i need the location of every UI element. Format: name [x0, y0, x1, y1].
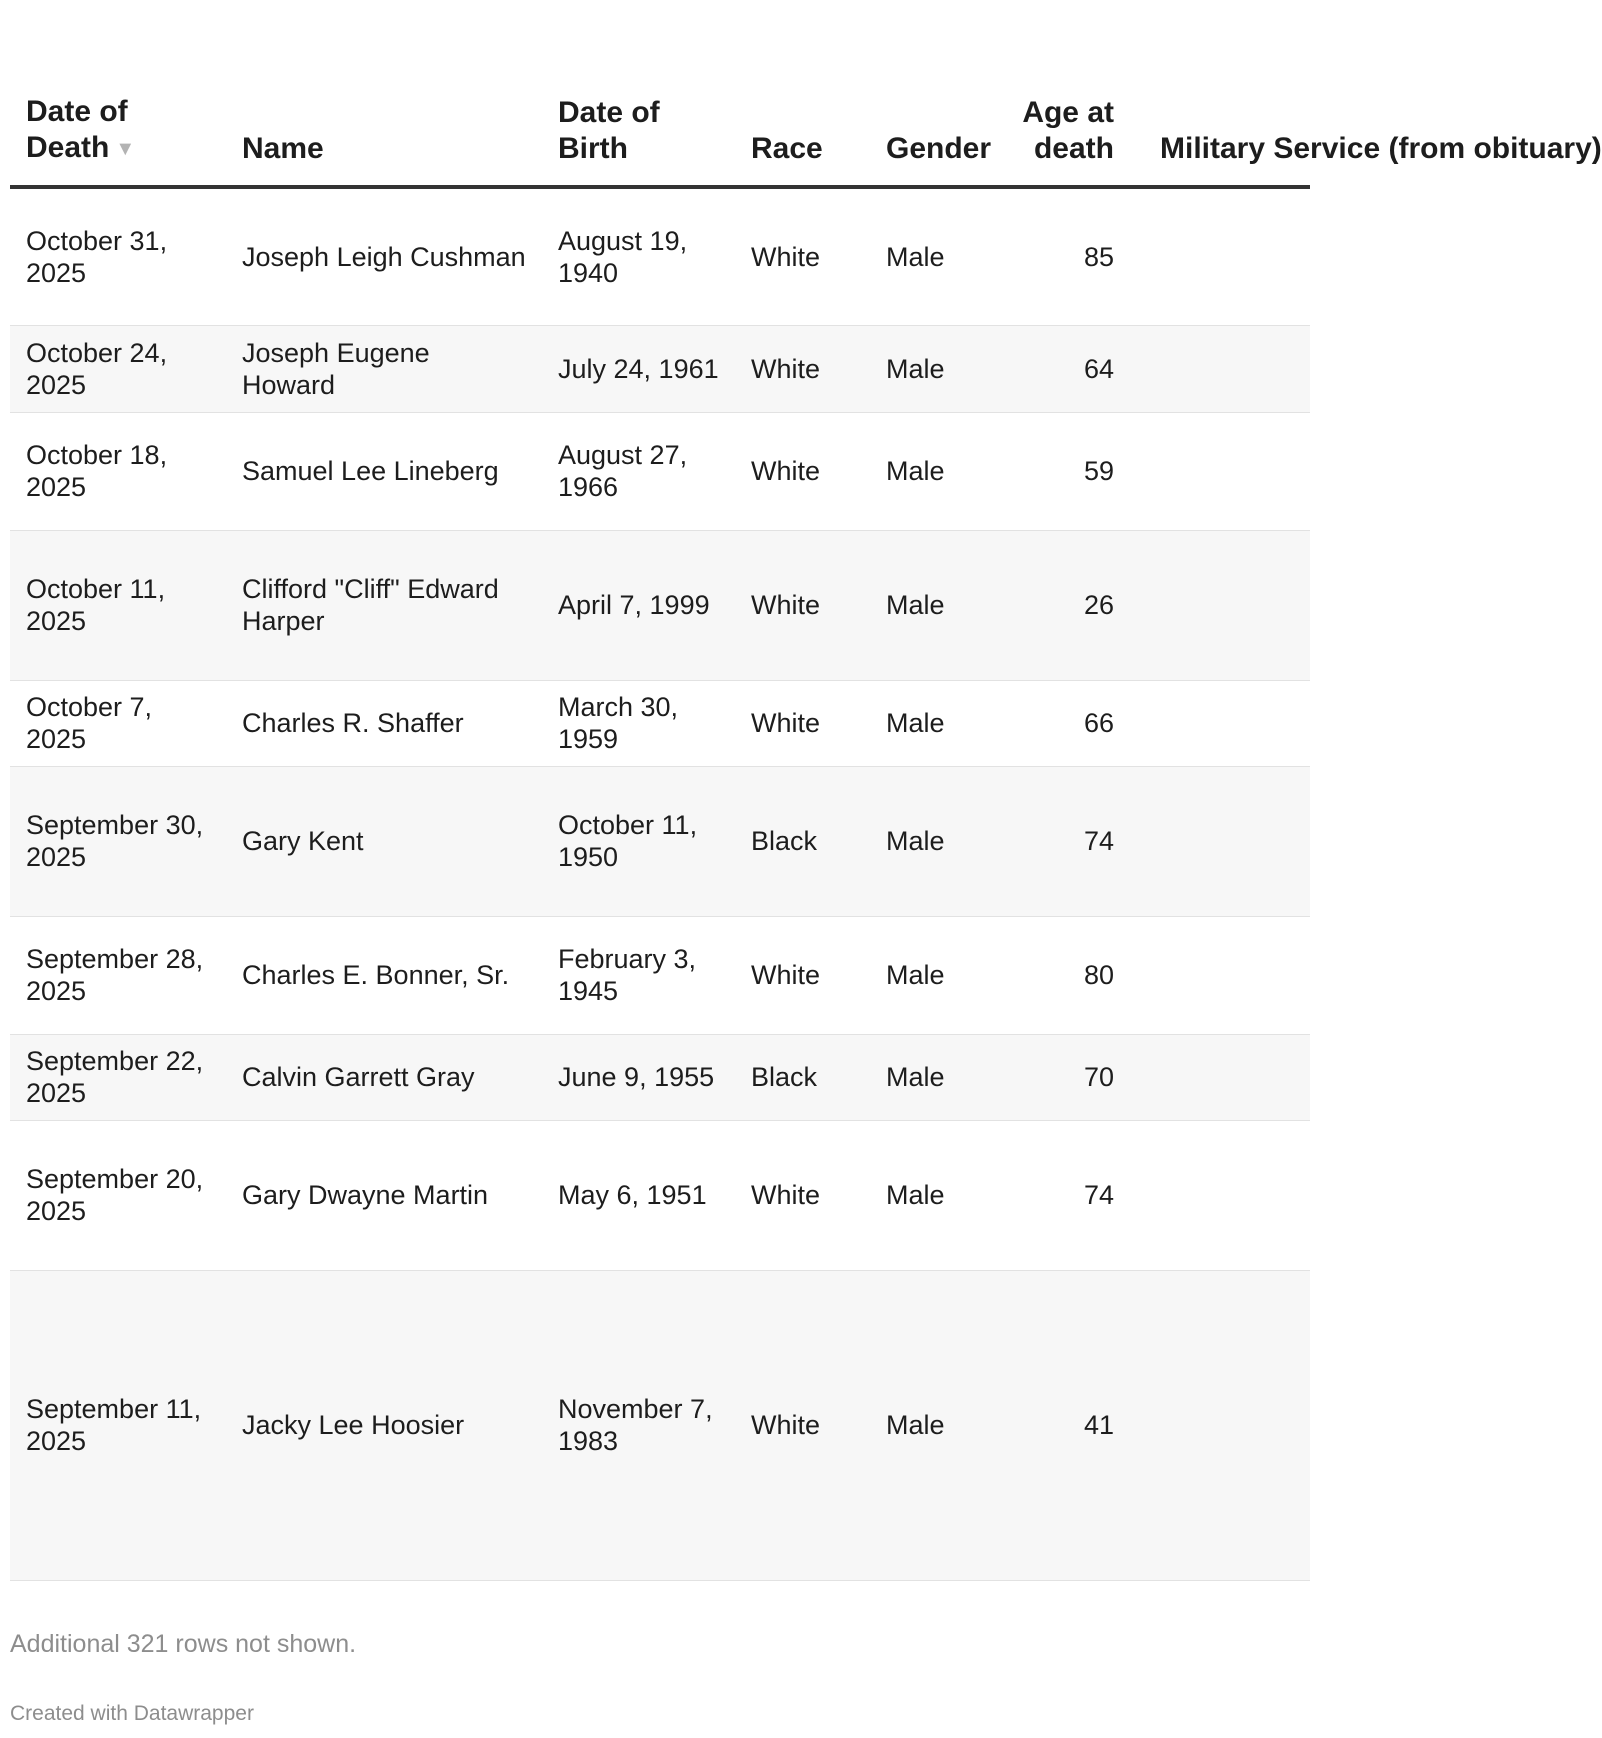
- cell-name: Clifford "Cliff" Edward Harper: [226, 530, 542, 680]
- cell-military-service: [1130, 325, 1310, 412]
- cell-gender: Male: [870, 1034, 1002, 1120]
- cell-name: Charles E. Bonner, Sr.: [226, 916, 542, 1034]
- cell-military-service: [1130, 187, 1310, 325]
- cell-age: 26: [1002, 530, 1130, 680]
- cell-date-of-birth: July 24, 1961: [542, 325, 735, 412]
- cell-date-of-death: September 30, 2025: [10, 766, 226, 916]
- cell-date-of-birth: June 9, 1955: [542, 1034, 735, 1120]
- cell-military-service: [1130, 412, 1310, 530]
- sort-descending-icon: ▼: [115, 138, 136, 160]
- cell-date-of-death: October 18, 2025: [10, 412, 226, 530]
- cell-gender: Male: [870, 187, 1002, 325]
- cell-gender: Male: [870, 1270, 1002, 1580]
- cell-age: 80: [1002, 916, 1130, 1034]
- header-date-of-death[interactable]: [10, 0, 226, 187]
- table-row: [10, 680, 1310, 766]
- cell-gender: Male: [870, 766, 1002, 916]
- table-container: [10, 0, 1602, 1581]
- cell-gender: Male: [870, 680, 1002, 766]
- header-race[interactable]: Race: [735, 0, 870, 187]
- cell-name: Calvin Garrett Gray: [226, 1034, 542, 1120]
- cell-race: White: [735, 187, 870, 325]
- cell-name: Gary Kent: [226, 766, 542, 916]
- cell-race: White: [735, 1270, 870, 1580]
- cell-date-of-birth: February 3, 1945: [542, 916, 735, 1034]
- cell-military-service: [1130, 680, 1310, 766]
- table-row: [10, 412, 1310, 530]
- cell-military-service: [1130, 916, 1310, 1034]
- cell-date-of-death: October 7, 2025: [10, 680, 226, 766]
- table-notes: Additional 321 rows not shown.: [10, 1630, 357, 1658]
- cell-name: Jacky Lee Hoosier: [226, 1270, 542, 1580]
- cell-name: Samuel Lee Lineberg: [226, 412, 542, 530]
- cell-race: White: [735, 680, 870, 766]
- cell-date-of-death: October 24, 2025: [10, 325, 226, 412]
- header-age-at-death[interactable]: Age at death: [1002, 0, 1130, 187]
- cell-military-service: [1130, 1270, 1310, 1580]
- cell-age: 74: [1002, 766, 1130, 916]
- cell-date-of-death: September 20, 2025: [10, 1120, 226, 1270]
- header-name[interactable]: Name: [226, 0, 542, 187]
- cell-race: White: [735, 530, 870, 680]
- table-row: [10, 325, 1310, 412]
- cell-date-of-death: September 28, 2025: [10, 916, 226, 1034]
- datawrapper-credit[interactable]: Created with Datawrapper: [10, 1702, 254, 1725]
- cell-age: 74: [1002, 1120, 1130, 1270]
- table-row: [10, 530, 1310, 680]
- cell-name: Gary Dwayne Martin: [226, 1120, 542, 1270]
- cell-gender: Male: [870, 412, 1002, 530]
- cell-date-of-death: September 22, 2025: [10, 1034, 226, 1120]
- cell-race: Black: [735, 766, 870, 916]
- table-row: [10, 1034, 1310, 1120]
- cell-age: 70: [1002, 1034, 1130, 1120]
- cell-gender: Male: [870, 916, 1002, 1034]
- cell-race: Black: [735, 1034, 870, 1120]
- deaths-table: [10, 0, 1602, 1581]
- table-row: [10, 1270, 1310, 1580]
- cell-gender: Male: [870, 325, 1002, 412]
- header-gender[interactable]: Gender: [870, 0, 1002, 187]
- cell-race: White: [735, 325, 870, 412]
- table-row: [10, 916, 1310, 1034]
- cell-age: 64: [1002, 325, 1130, 412]
- table-row: [10, 187, 1310, 325]
- cell-date-of-birth: October 11, 1950: [542, 766, 735, 916]
- table-row: [10, 1120, 1310, 1270]
- cell-military-service: [1130, 1120, 1310, 1270]
- cell-race: White: [735, 1120, 870, 1270]
- cell-date-of-birth: March 30, 1959: [542, 680, 735, 766]
- cell-military-service: [1130, 1034, 1310, 1120]
- cell-date-of-death: October 11, 2025: [10, 530, 226, 680]
- cell-name: Charles R. Shaffer: [226, 680, 542, 766]
- cell-military-service: [1130, 766, 1310, 916]
- table-row: [10, 766, 1310, 916]
- header-date-of-death-label: Date of Death: [26, 94, 128, 164]
- cell-age: 41: [1002, 1270, 1130, 1580]
- cell-date-of-birth: August 27, 1966: [542, 412, 735, 530]
- cell-name: Joseph Leigh Cushman: [226, 187, 542, 325]
- cell-age: 66: [1002, 680, 1130, 766]
- cell-date-of-birth: April 7, 1999: [542, 530, 735, 680]
- cell-race: White: [735, 916, 870, 1034]
- cell-age: 59: [1002, 412, 1130, 530]
- cell-date-of-death: October 31, 2025: [10, 187, 226, 325]
- header-military-service[interactable]: Military Service (from obituary): [1130, 0, 1310, 187]
- cell-race: White: [735, 412, 870, 530]
- header-row: [10, 0, 1310, 187]
- header-date-of-birth[interactable]: Date of Birth: [542, 0, 735, 187]
- cell-age: 85: [1002, 187, 1130, 325]
- cell-name: Joseph Eugene Howard: [226, 325, 542, 412]
- cell-gender: Male: [870, 1120, 1002, 1270]
- cell-gender: Male: [870, 530, 1002, 680]
- cell-military-service: [1130, 530, 1310, 680]
- cell-date-of-death: September 11, 2025: [10, 1270, 226, 1580]
- cell-date-of-birth: May 6, 1951: [542, 1120, 735, 1270]
- cell-date-of-birth: August 19, 1940: [542, 187, 735, 325]
- cell-date-of-birth: November 7, 1983: [542, 1270, 735, 1580]
